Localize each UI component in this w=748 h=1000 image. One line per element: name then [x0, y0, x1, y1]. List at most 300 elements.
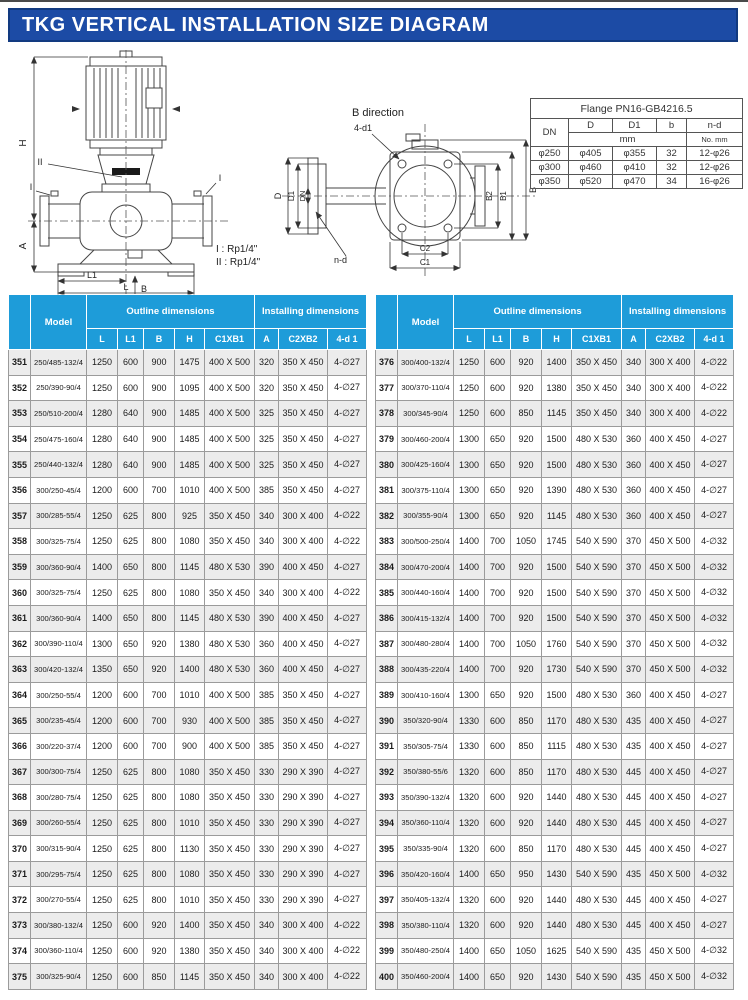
cell: 800 — [144, 836, 175, 862]
cell: 300/250-55/4 — [31, 682, 87, 708]
spec-table-left-body — [9, 350, 367, 990]
table-row — [376, 631, 734, 657]
col-h: H — [542, 329, 572, 350]
col-c2xb2: C2XB2 — [279, 329, 328, 350]
model-header: Model — [31, 295, 87, 350]
cell: 1250 — [87, 861, 118, 887]
cell: 800 — [144, 503, 175, 529]
cell: 4-∅32 — [695, 529, 734, 555]
cell: 400 X 450 — [646, 682, 695, 708]
cell: 480 X 530 — [572, 477, 622, 503]
cell: 920 — [511, 605, 542, 631]
cell: 366 — [9, 733, 31, 759]
cell: 600 — [118, 708, 144, 734]
cell: 920 — [511, 350, 542, 376]
cell: 350 X 450 — [279, 350, 328, 376]
cell: 480 X 530 — [572, 810, 622, 836]
cell: 300/325-75/4 — [31, 580, 87, 606]
cell: 1250 — [87, 810, 118, 836]
table-row — [376, 401, 734, 427]
cell: 700 — [144, 477, 175, 503]
col-c2xb2: C2XB2 — [646, 329, 695, 350]
cell: 920 — [144, 938, 175, 964]
cell: 359 — [9, 554, 31, 580]
dim-label-b2: B2 — [485, 191, 494, 201]
cell: 4-∅32 — [695, 964, 734, 990]
cell: 340 — [255, 529, 279, 555]
cell: 385 — [255, 477, 279, 503]
cell: 1200 — [87, 477, 118, 503]
cell: 350 X 450 — [205, 810, 255, 836]
cell: 1145 — [175, 554, 205, 580]
cell: 350/480-250/4 — [398, 938, 454, 964]
cell: 350 X 450 — [205, 913, 255, 939]
cell: 640 — [118, 452, 144, 478]
cell: 4-∅22 — [695, 375, 734, 401]
cell: 1500 — [542, 426, 572, 452]
cell: 1380 — [175, 631, 205, 657]
cell: 350/390-132/4 — [398, 785, 454, 811]
cell: 600 — [485, 887, 511, 913]
cell: 4-∅27 — [695, 887, 734, 913]
table-row — [376, 810, 734, 836]
cell: 400 X 450 — [646, 426, 695, 452]
cell: 1145 — [175, 605, 205, 631]
cell: 4-∅27 — [328, 605, 367, 631]
cell: 400 X 450 — [279, 631, 328, 657]
cell: 300/260-55/4 — [31, 810, 87, 836]
dim-label-d1: D1 — [287, 190, 296, 202]
cell: 350 X 450 — [205, 861, 255, 887]
cell: 1500 — [542, 580, 572, 606]
cell: 300/345-90/4 — [398, 401, 454, 427]
table-row — [9, 605, 367, 631]
cell: 625 — [118, 861, 144, 887]
cell: 480 X 530 — [572, 682, 622, 708]
cell: 394 — [376, 810, 398, 836]
cell: 371 — [9, 861, 31, 887]
cell: 400 X 500 — [205, 708, 255, 734]
cell: 400 X 450 — [646, 708, 695, 734]
cell: 650 — [485, 938, 511, 964]
cell: 330 — [255, 887, 279, 913]
cell: 4-∅32 — [695, 657, 734, 683]
cell: 1050 — [511, 529, 542, 555]
cell: 920 — [511, 785, 542, 811]
cell: 1430 — [542, 861, 572, 887]
cell: 920 — [511, 657, 542, 683]
cell: 920 — [511, 554, 542, 580]
spec-tables — [8, 294, 734, 990]
cell: 1330 — [454, 733, 485, 759]
cell: 350 X 450 — [205, 964, 255, 990]
cell: 360 — [622, 477, 646, 503]
cell: 1485 — [175, 426, 205, 452]
cell: 4-∅27 — [695, 682, 734, 708]
cell: 625 — [118, 580, 144, 606]
cell: 1010 — [175, 682, 205, 708]
cell: 300 X 400 — [646, 401, 695, 427]
cell: 300 X 400 — [279, 938, 328, 964]
cell: 700 — [144, 733, 175, 759]
cell: 920 — [511, 887, 542, 913]
cell: 300/420-132/4 — [31, 657, 87, 683]
col-l: L — [87, 329, 118, 350]
cell: 376 — [376, 350, 398, 376]
cell: 390 — [255, 554, 279, 580]
cell: 300/415-132/4 — [398, 605, 454, 631]
cell: 325 — [255, 401, 279, 427]
cell: 700 — [485, 631, 511, 657]
cell: 360 — [622, 452, 646, 478]
cell: 850 — [511, 708, 542, 734]
cell: 4-∅27 — [695, 733, 734, 759]
cell: 625 — [118, 503, 144, 529]
cell: 1115 — [542, 733, 572, 759]
cell: 385 — [255, 682, 279, 708]
cell: 540 X 590 — [572, 554, 622, 580]
table-row — [9, 503, 367, 529]
cell: 540 X 590 — [572, 631, 622, 657]
cell: 300/470-200/4 — [398, 554, 454, 580]
cell: 925 — [175, 503, 205, 529]
table-row — [376, 836, 734, 862]
cell: 4-∅27 — [328, 708, 367, 734]
table-row — [376, 375, 734, 401]
cell: 368 — [9, 785, 31, 811]
dim-label-d: D — [273, 192, 283, 200]
cell: 900 — [144, 375, 175, 401]
cell: 351 — [9, 350, 31, 376]
cell: 370 — [622, 657, 646, 683]
cell: 1400 — [175, 657, 205, 683]
cell: 300 X 400 — [279, 964, 328, 990]
cell: 600 — [118, 913, 144, 939]
cell: 363 — [9, 657, 31, 683]
cell: 650 — [485, 861, 511, 887]
flange-col-dn: DN — [531, 119, 569, 147]
cell: 290 X 390 — [279, 759, 328, 785]
cell: 340 — [622, 401, 646, 427]
cell: 850 — [511, 759, 542, 785]
col-c1xb1: C1XB1 — [205, 329, 255, 350]
cell: 290 X 390 — [279, 887, 328, 913]
cell: 700 — [485, 529, 511, 555]
table-row — [376, 426, 734, 452]
cell: 650 — [485, 426, 511, 452]
cell: 300/380-132/4 — [31, 913, 87, 939]
port-label-i-right: I — [218, 173, 222, 183]
cell: 350 X 450 — [205, 529, 255, 555]
cell: 340 — [622, 350, 646, 376]
cell: 4-∅27 — [695, 785, 734, 811]
cell: 600 — [485, 733, 511, 759]
cell: 950 — [511, 861, 542, 887]
pump-b-direction-drawing — [250, 96, 550, 291]
cell: 800 — [144, 759, 175, 785]
cell: 300/325-90/4 — [31, 964, 87, 990]
cell: 4-∅27 — [695, 477, 734, 503]
cell: 480 X 530 — [572, 708, 622, 734]
flange-col-b: b — [657, 119, 687, 133]
cell: 445 — [622, 887, 646, 913]
cell: 300/360-90/4 — [31, 605, 87, 631]
cell: 1010 — [175, 477, 205, 503]
cell: 1400 — [454, 631, 485, 657]
cell: 800 — [144, 810, 175, 836]
cell: 600 — [118, 938, 144, 964]
dim-label-l: L — [123, 282, 129, 292]
cell: 700 — [144, 708, 175, 734]
annotation-4d1: 4-d1 — [354, 123, 373, 133]
cell: 1130 — [175, 836, 205, 862]
cell: 480 X 530 — [572, 503, 622, 529]
cell: 4-∅27 — [695, 452, 734, 478]
cell: 700 — [485, 580, 511, 606]
cell: 350 X 450 — [572, 401, 622, 427]
cell: 370 — [622, 605, 646, 631]
cell: 480 X 530 — [572, 836, 622, 862]
cell: 1080 — [175, 529, 205, 555]
cell: 1320 — [454, 836, 485, 862]
cell: 384 — [376, 554, 398, 580]
cell: 450 X 500 — [646, 580, 695, 606]
cell: 32 — [657, 147, 687, 161]
cell: 300/370-110/4 — [398, 375, 454, 401]
cell: 400 X 450 — [279, 657, 328, 683]
table-row — [376, 938, 734, 964]
cell: 1430 — [542, 964, 572, 990]
cell: 1095 — [175, 375, 205, 401]
cell: 350 X 450 — [205, 580, 255, 606]
table-row — [376, 887, 734, 913]
cell: 300/440-160/4 — [398, 580, 454, 606]
cell: 350/420-160/4 — [398, 861, 454, 887]
cell: 350 X 450 — [572, 375, 622, 401]
dim-label-c1: C1 — [419, 258, 431, 267]
cell: 330 — [255, 836, 279, 862]
cell: 400 X 450 — [646, 759, 695, 785]
cell: 400 — [376, 964, 398, 990]
cell: 1330 — [454, 708, 485, 734]
table-row — [9, 529, 367, 555]
cell: 1300 — [454, 452, 485, 478]
cell: 4-∅22 — [328, 938, 367, 964]
cell: 1080 — [175, 580, 205, 606]
cell: 350/360-110/4 — [398, 810, 454, 836]
cell: 1400 — [87, 554, 118, 580]
cell: 600 — [485, 785, 511, 811]
cell: 600 — [118, 375, 144, 401]
b-direction-title: B direction — [352, 107, 404, 119]
cell: 920 — [144, 913, 175, 939]
cell: 300/285-55/4 — [31, 503, 87, 529]
cell: 32 — [657, 161, 687, 175]
cell: 435 — [622, 861, 646, 887]
cell: 920 — [144, 631, 175, 657]
cell: 400 X 500 — [205, 426, 255, 452]
table-row — [9, 580, 367, 606]
cell: 350 X 450 — [205, 938, 255, 964]
cell: 700 — [144, 682, 175, 708]
cell: 4-∅27 — [328, 631, 367, 657]
cell: 625 — [118, 810, 144, 836]
cell: φ405 — [569, 147, 613, 161]
cell: 398 — [376, 913, 398, 939]
table-row — [9, 810, 367, 836]
table-row — [9, 938, 367, 964]
cell: 1080 — [175, 785, 205, 811]
cell: 300/355-90/4 — [398, 503, 454, 529]
cell: 540 X 590 — [572, 657, 622, 683]
cell: 300 X 400 — [279, 913, 328, 939]
cell: 480 X 530 — [572, 452, 622, 478]
cell: 625 — [118, 887, 144, 913]
cell: 700 — [485, 657, 511, 683]
table-row — [9, 426, 367, 452]
cell: 540 X 590 — [572, 938, 622, 964]
cell: 385 — [376, 580, 398, 606]
row-number-header — [9, 295, 31, 350]
cell: 1440 — [542, 913, 572, 939]
cell: 1485 — [175, 401, 205, 427]
cell: 4-∅27 — [328, 477, 367, 503]
cell: 350 X 450 — [205, 503, 255, 529]
cell: 1200 — [87, 708, 118, 734]
cell: 350/320-90/4 — [398, 708, 454, 734]
cell: 4-∅27 — [328, 452, 367, 478]
cell: 300 X 400 — [279, 503, 328, 529]
cell: 379 — [376, 426, 398, 452]
cell: 4-∅22 — [695, 350, 734, 376]
dim-label-dn: DN — [298, 190, 307, 202]
cell: 350 X 450 — [572, 350, 622, 376]
cell: 920 — [511, 964, 542, 990]
cell: 300/460-200/4 — [398, 426, 454, 452]
cell: 1400 — [454, 554, 485, 580]
cell: 250/390-90/4 — [31, 375, 87, 401]
cell: 400 X 500 — [205, 477, 255, 503]
cell: 4-∅32 — [695, 631, 734, 657]
cell: 397 — [376, 887, 398, 913]
col-l1: L1 — [485, 329, 511, 350]
port-label-i-left: I — [29, 182, 33, 192]
cell: 400 X 450 — [279, 554, 328, 580]
cell: 900 — [144, 350, 175, 376]
cell: 800 — [144, 580, 175, 606]
cell: 4-∅27 — [695, 426, 734, 452]
cell: 330 — [255, 759, 279, 785]
cell: 4-∅22 — [328, 913, 367, 939]
cell: 480 X 530 — [572, 785, 622, 811]
cell: 381 — [376, 477, 398, 503]
cell: 382 — [376, 503, 398, 529]
cell: 4-∅32 — [695, 938, 734, 964]
port-label-ii: II — [37, 157, 43, 167]
cell: 1250 — [454, 375, 485, 401]
cell: 1250 — [87, 759, 118, 785]
cell: 350/305-75/4 — [398, 733, 454, 759]
table-row — [9, 682, 367, 708]
cell: 4-∅27 — [328, 733, 367, 759]
cell: 850 — [511, 401, 542, 427]
cell: 4-∅27 — [695, 836, 734, 862]
flange-table-body — [531, 147, 743, 189]
cell: 1400 — [454, 580, 485, 606]
cell: 625 — [118, 529, 144, 555]
cell: 4-∅27 — [328, 836, 367, 862]
cell: 300/250-45/4 — [31, 477, 87, 503]
cell: 1400 — [454, 861, 485, 887]
page-top-rule — [0, 0, 748, 2]
cell: 1250 — [87, 938, 118, 964]
cell: 1390 — [542, 477, 572, 503]
cell: 350 X 450 — [279, 477, 328, 503]
cell: 930 — [175, 708, 205, 734]
cell: 1380 — [542, 375, 572, 401]
flange-table — [530, 98, 743, 189]
cell: 250/485-132/4 — [31, 350, 87, 376]
table-row — [376, 759, 734, 785]
cell: 400 X 500 — [205, 452, 255, 478]
cell: 1300 — [454, 503, 485, 529]
cell: 300/300-75/4 — [31, 759, 87, 785]
cell: 445 — [622, 913, 646, 939]
cell: 1250 — [87, 529, 118, 555]
cell: 400 X 450 — [646, 503, 695, 529]
cell: 800 — [144, 554, 175, 580]
col-4d1: 4-d 1 — [328, 329, 367, 350]
dim-label-a: A — [18, 242, 29, 250]
cell: 1320 — [454, 759, 485, 785]
cell: 350 X 450 — [205, 836, 255, 862]
cell: 16-φ26 — [687, 175, 743, 189]
cell: 300/315-90/4 — [31, 836, 87, 862]
table-row — [9, 785, 367, 811]
cell: 1250 — [87, 964, 118, 990]
cell: 356 — [9, 477, 31, 503]
col-4d1: 4-d 1 — [695, 329, 734, 350]
cell: 1050 — [511, 631, 542, 657]
dim-label-h: H — [18, 139, 29, 147]
cell: 350 X 450 — [279, 401, 328, 427]
cell: 1170 — [542, 759, 572, 785]
cell: 435 — [622, 733, 646, 759]
cell: 365 — [9, 708, 31, 734]
cell: 800 — [144, 785, 175, 811]
table-row — [531, 161, 743, 175]
cell: 300/480-280/4 — [398, 631, 454, 657]
cell: 640 — [118, 401, 144, 427]
cell: 1010 — [175, 810, 205, 836]
cell: 1380 — [175, 938, 205, 964]
cell: 435 — [622, 708, 646, 734]
cell: 4-∅22 — [328, 529, 367, 555]
cell: 1320 — [454, 913, 485, 939]
cell: 12-φ26 — [687, 161, 743, 175]
cell: 1280 — [87, 401, 118, 427]
cell: 389 — [376, 682, 398, 708]
table-row — [9, 350, 367, 376]
cell: 300/425-160/4 — [398, 452, 454, 478]
note-port-ii: II : Rp1/4" — [216, 257, 261, 268]
dim-label-b: B — [141, 284, 148, 294]
cell: 1250 — [454, 401, 485, 427]
table-row — [376, 554, 734, 580]
dim-label-c2: C2 — [419, 244, 431, 253]
cell: 4-∅27 — [328, 375, 367, 401]
cell: 480 X 530 — [205, 657, 255, 683]
